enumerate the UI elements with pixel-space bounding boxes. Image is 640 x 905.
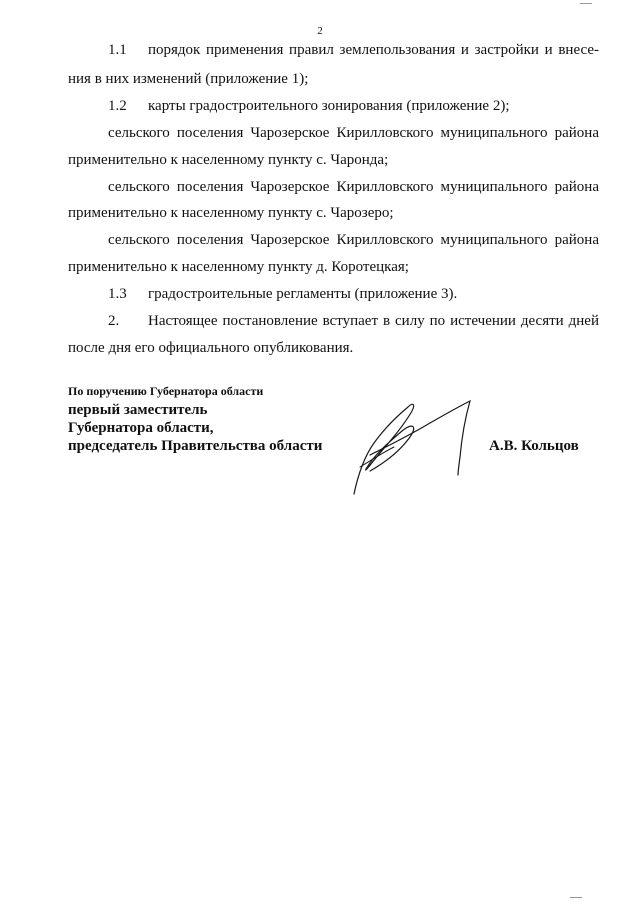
item-text: порядок применения правил землепользования и застройки и внесе- [148, 42, 599, 58]
signature-title-line1: первый заместитель [68, 402, 208, 418]
signature-title-line3: председатель Правительства области [68, 438, 323, 454]
handwritten-signature [340, 395, 480, 500]
signature-authority: По поручению Губернатора области [68, 384, 264, 398]
item-number: 1.3 [108, 286, 127, 302]
settlement-charonda-line2: применительно к населенному пункту с. Чаронда; [68, 152, 389, 168]
signatory-name: А.В. Кольцов [489, 438, 579, 454]
item-number: 1.2 [108, 98, 127, 114]
item-text: карты градостроительного зонирования (приложение 2); [148, 98, 510, 114]
item-text: градостроительные регламенты (приложение 3). [148, 286, 458, 302]
page-number: 2 [317, 25, 323, 37]
item-number: 2. [108, 313, 120, 329]
settlement-korotetskaya-line2: применительно к населенному пункту д. Коротецкая; [68, 259, 409, 275]
paragraph-2-cont: после дня его официального опубликования. [68, 340, 354, 356]
settlement-charozero-line1: сельского поселения Чарозерское Кирилловского муниципального района [108, 179, 599, 195]
settlement-charonda-line1: сельского поселения Чарозерское Кирилловского муниципального района [108, 125, 599, 141]
item-number: 1.1 [108, 42, 127, 58]
scan-mark [580, 3, 592, 4]
settlement-charozero-line2: применительно к населенному пункту с. Чарозеро; [68, 205, 394, 221]
scan-mark [570, 897, 582, 898]
settlement-korotetskaya-line1: сельского поселения Чарозерское Кирилловского муниципального района [108, 232, 599, 248]
signature-title-line2: Губернатора области, [68, 420, 214, 436]
paragraph-1-1-cont: ния в них изменений (приложение 1); [68, 71, 309, 87]
item-text: Настоящее постановление вступает в силу по истечении десяти дней [148, 313, 599, 329]
